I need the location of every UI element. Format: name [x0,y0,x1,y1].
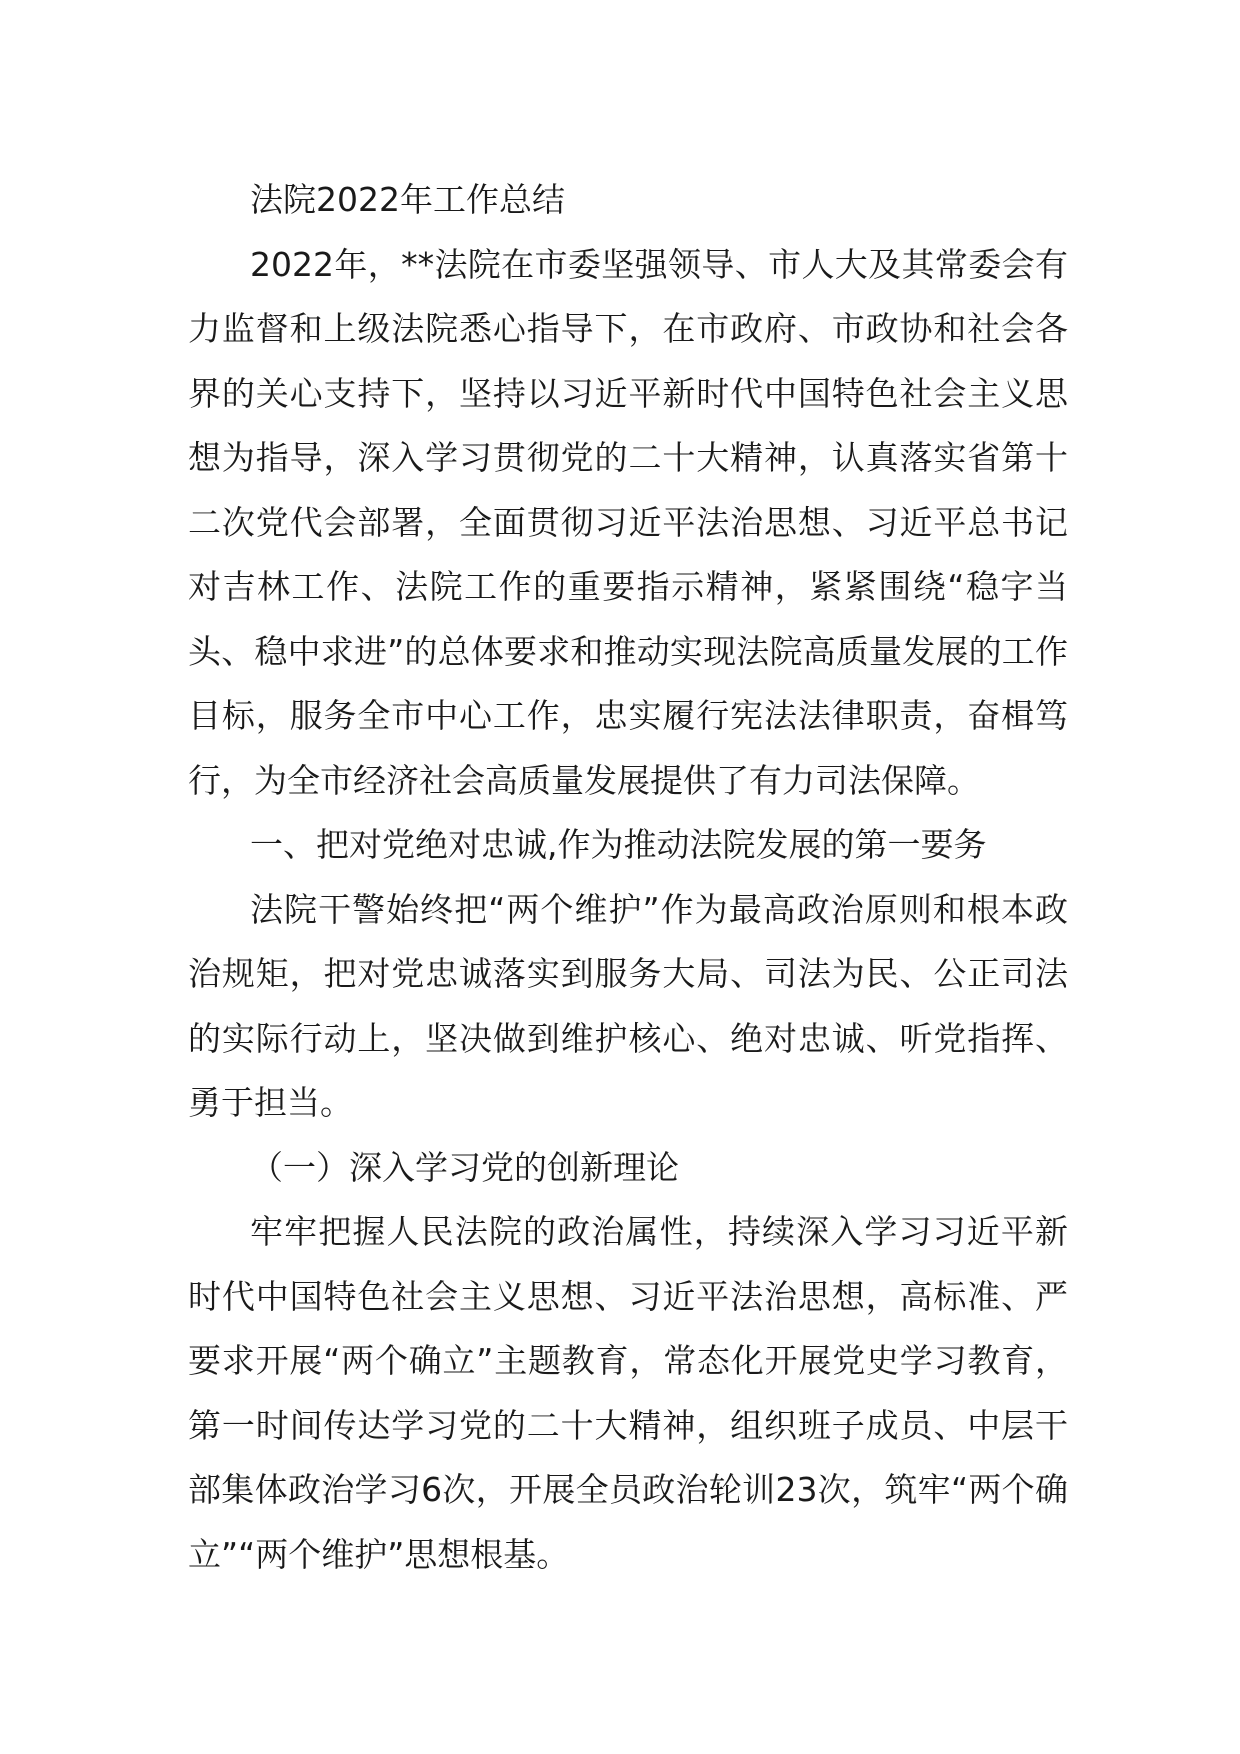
document-title: 法院2022年工作总结 [250,180,565,219]
paragraph-section-1: 法院干警始终把“两个维护”作为最高政治原则和根本政治规矩，把对党忠诚落实到服务大局、司法为民、公正司法的实际行动上，坚决做到维护核心、绝对忠诚、听党指挥、勇于担当。 [188,889,1068,1122]
paragraph-intro: 2022年，**法院在市委坚强领导、市人大及其常委会有力监督和上级法院悉心指导下，在市政府、市政协和社会各界的关心支持下，坚持以习近平新时代中国特色社会主义思想为指导，深入学习贯彻党的二十大精神，认真落实省第十二次党代会部署，全面贯彻习近平法治思想、习近平总书记对吉林工作、法院工作的重要指示精神，紧紧围绕“稳字当头、稳中求进”的总体要求和推动实现法院高质量发展的工作目标，服务全市中心工作，忠实履行宪法法律职责，奋楫笃行，为全市经济社会高质量发展提供了有力司法保障。 [188,244,1068,800]
section-heading-1: 一、把对党绝对忠诚,作为推动法院发展的第一要务 [250,825,987,864]
document-body [188,168,1068,1587]
paragraph-subsection-1: 牢牢把握人民法院的政治属性，持续深入学习习近平新时代中国特色社会主义思想、习近平法治思想，高标准、严要求开展“两个确立”主题教育，常态化开展党史学习教育，第一时间传达学习党的二十大精神，组织班子成员、中层干部集体政治学习6次，开展全员政治轮训23次，筑牢“两个确立”“两个维护”思想根基。 [188,1212,1068,1574]
subsection-heading-1: （一）深入学习党的创新理论 [250,1147,679,1187]
